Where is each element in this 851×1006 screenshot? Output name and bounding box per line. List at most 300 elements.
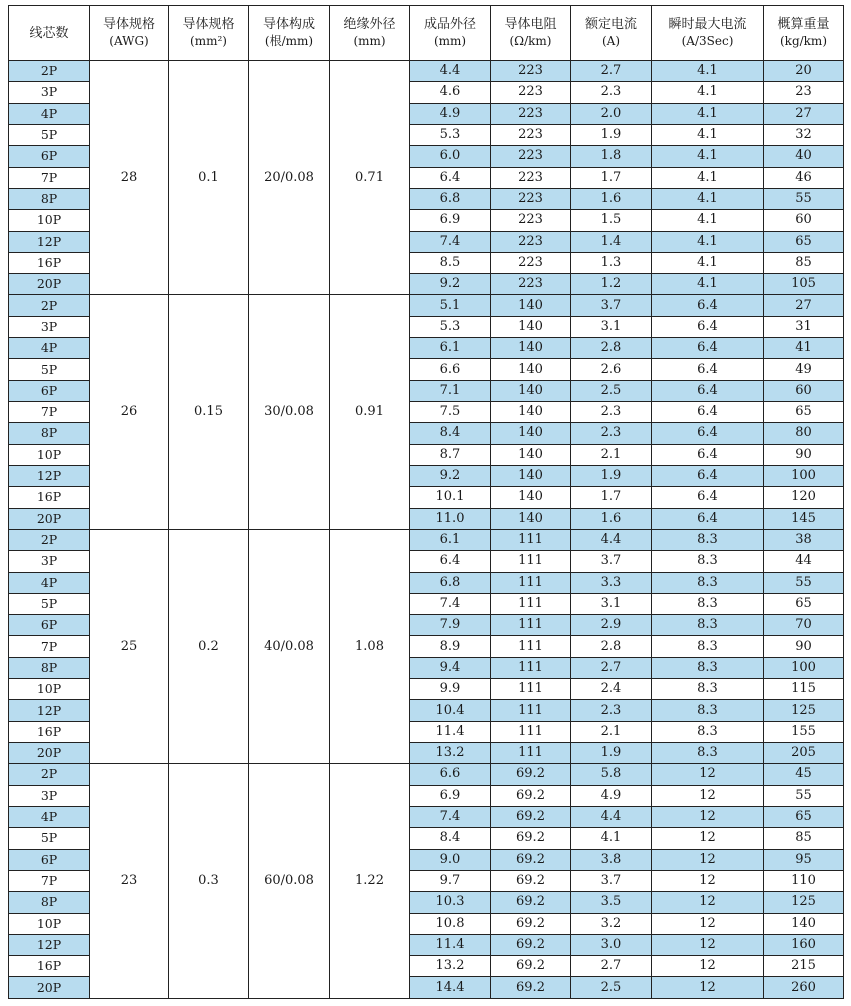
header-outer-diameter-title: 成品外径 xyxy=(423,17,476,32)
rated-current-cell: 3.5 xyxy=(571,892,652,913)
resistance-cell: 111 xyxy=(491,636,571,657)
header-mm2-title: 导体规格 xyxy=(182,17,235,32)
resistance-cell: 140 xyxy=(491,444,571,465)
header-peak-current-title: 瞬时最大电流 xyxy=(668,17,747,32)
peak-current-cell: 12 xyxy=(652,849,764,870)
outer-diameter-cell: 6.8 xyxy=(410,572,491,593)
header-resistance-title: 导体电阻 xyxy=(504,17,557,32)
peak-current-cell: 6.4 xyxy=(652,487,764,508)
header-peak-current-unit: (A/3Sec) xyxy=(681,34,734,48)
rated-current-cell: 1.4 xyxy=(571,231,652,252)
resistance-cell: 69.2 xyxy=(491,870,571,891)
peak-current-cell: 6.4 xyxy=(652,338,764,359)
weight-cell: 55 xyxy=(764,785,844,806)
rated-current-cell: 2.5 xyxy=(571,977,652,999)
weight-cell: 20 xyxy=(764,61,844,82)
header-mm2 xyxy=(169,6,249,61)
outer-diameter-cell: 4.6 xyxy=(410,82,491,103)
cores-cell: 12P xyxy=(9,700,90,721)
construction-cell: 40/0.08 xyxy=(249,529,330,763)
peak-current-cell: 12 xyxy=(652,764,764,785)
weight-cell: 80 xyxy=(764,423,844,444)
outer-diameter-cell: 7.5 xyxy=(410,402,491,423)
header-insulation-unit: (mm) xyxy=(353,34,386,48)
resistance-cell: 69.2 xyxy=(491,849,571,870)
weight-cell: 90 xyxy=(764,444,844,465)
peak-current-cell: 4.1 xyxy=(652,274,764,295)
cores-cell: 8P xyxy=(9,423,90,444)
weight-cell: 105 xyxy=(764,274,844,295)
construction-cell: 60/0.08 xyxy=(249,764,330,999)
cores-cell: 7P xyxy=(9,402,90,423)
peak-current-cell: 8.3 xyxy=(652,700,764,721)
resistance-cell: 140 xyxy=(491,380,571,401)
outer-diameter-cell: 4.4 xyxy=(410,61,491,82)
weight-cell: 100 xyxy=(764,465,844,486)
outer-diameter-cell: 11.0 xyxy=(410,508,491,529)
rated-current-cell: 1.5 xyxy=(571,210,652,231)
resistance-cell: 140 xyxy=(491,465,571,486)
outer-diameter-cell: 5.3 xyxy=(410,316,491,337)
cores-cell: 20P xyxy=(9,977,90,999)
rated-current-cell: 1.9 xyxy=(571,743,652,764)
peak-current-cell: 8.3 xyxy=(652,572,764,593)
mm2-cell: 0.15 xyxy=(169,295,249,529)
resistance-cell: 140 xyxy=(491,359,571,380)
resistance-cell: 140 xyxy=(491,316,571,337)
peak-current-cell: 8.3 xyxy=(652,743,764,764)
awg-cell: 28 xyxy=(90,61,169,295)
table-row xyxy=(9,764,844,785)
construction-cell: 30/0.08 xyxy=(249,295,330,529)
rated-current-cell: 3.2 xyxy=(571,913,652,934)
outer-diameter-cell: 10.1 xyxy=(410,487,491,508)
rated-current-cell: 1.2 xyxy=(571,274,652,295)
weight-cell: 215 xyxy=(764,956,844,977)
outer-diameter-cell: 10.3 xyxy=(410,892,491,913)
resistance-cell: 111 xyxy=(491,551,571,572)
cores-cell: 20P xyxy=(9,274,90,295)
outer-diameter-cell: 9.0 xyxy=(410,849,491,870)
resistance-cell: 111 xyxy=(491,529,571,550)
peak-current-cell: 6.4 xyxy=(652,380,764,401)
peak-current-cell: 6.4 xyxy=(652,444,764,465)
table-body xyxy=(9,61,844,999)
outer-diameter-cell: 14.4 xyxy=(410,977,491,999)
outer-diameter-cell: 11.4 xyxy=(410,721,491,742)
rated-current-cell: 1.9 xyxy=(571,124,652,145)
resistance-cell: 111 xyxy=(491,700,571,721)
rated-current-cell: 2.1 xyxy=(571,721,652,742)
awg-cell: 26 xyxy=(90,295,169,529)
header-construction-title: 导体构成 xyxy=(262,17,315,32)
table-row xyxy=(9,61,844,82)
rated-current-cell: 2.6 xyxy=(571,359,652,380)
resistance-cell: 69.2 xyxy=(491,785,571,806)
cores-cell: 3P xyxy=(9,316,90,337)
resistance-cell: 69.2 xyxy=(491,913,571,934)
outer-diameter-cell: 10.8 xyxy=(410,913,491,934)
outer-diameter-cell: 7.9 xyxy=(410,615,491,636)
weight-cell: 32 xyxy=(764,124,844,145)
outer-diameter-cell: 6.1 xyxy=(410,338,491,359)
rated-current-cell: 3.0 xyxy=(571,934,652,955)
cores-cell: 2P xyxy=(9,61,90,82)
resistance-cell: 69.2 xyxy=(491,806,571,827)
peak-current-cell: 12 xyxy=(652,828,764,849)
header-rated-current-title: 额定电流 xyxy=(584,17,637,32)
weight-cell: 85 xyxy=(764,252,844,273)
outer-diameter-cell: 6.1 xyxy=(410,529,491,550)
peak-current-cell: 4.1 xyxy=(652,146,764,167)
resistance-cell: 140 xyxy=(491,338,571,359)
weight-cell: 115 xyxy=(764,679,844,700)
resistance-cell: 140 xyxy=(491,295,571,316)
peak-current-cell: 8.3 xyxy=(652,657,764,678)
resistance-cell: 223 xyxy=(491,124,571,145)
rated-current-cell: 1.7 xyxy=(571,167,652,188)
rated-current-cell: 2.3 xyxy=(571,700,652,721)
header-weight xyxy=(764,6,844,61)
rated-current-cell: 2.3 xyxy=(571,82,652,103)
outer-diameter-cell: 6.9 xyxy=(410,210,491,231)
cores-cell: 10P xyxy=(9,210,90,231)
rated-current-cell: 2.7 xyxy=(571,657,652,678)
peak-current-cell: 6.4 xyxy=(652,508,764,529)
cores-cell: 2P xyxy=(9,764,90,785)
cores-cell: 6P xyxy=(9,615,90,636)
resistance-cell: 111 xyxy=(491,721,571,742)
resistance-cell: 111 xyxy=(491,615,571,636)
peak-current-cell: 8.3 xyxy=(652,679,764,700)
cores-cell: 16P xyxy=(9,721,90,742)
weight-cell: 65 xyxy=(764,806,844,827)
construction-cell: 20/0.08 xyxy=(249,61,330,295)
cores-cell: 12P xyxy=(9,231,90,252)
outer-diameter-cell: 10.4 xyxy=(410,700,491,721)
cores-cell: 4P xyxy=(9,338,90,359)
awg-cell: 23 xyxy=(90,764,169,999)
rated-current-cell: 3.7 xyxy=(571,551,652,572)
cores-cell: 3P xyxy=(9,551,90,572)
peak-current-cell: 8.3 xyxy=(652,529,764,550)
peak-current-cell: 12 xyxy=(652,870,764,891)
header-cores-title: 线芯数 xyxy=(29,25,69,41)
cores-cell: 5P xyxy=(9,124,90,145)
weight-cell: 65 xyxy=(764,402,844,423)
weight-cell: 23 xyxy=(764,82,844,103)
rated-current-cell: 3.1 xyxy=(571,316,652,337)
cores-cell: 4P xyxy=(9,572,90,593)
peak-current-cell: 6.4 xyxy=(652,295,764,316)
resistance-cell: 223 xyxy=(491,210,571,231)
weight-cell: 155 xyxy=(764,721,844,742)
outer-diameter-cell: 7.1 xyxy=(410,380,491,401)
cores-cell: 12P xyxy=(9,465,90,486)
outer-diameter-cell: 7.4 xyxy=(410,593,491,614)
header-resistance xyxy=(491,6,571,61)
weight-cell: 46 xyxy=(764,167,844,188)
weight-cell: 27 xyxy=(764,103,844,124)
rated-current-cell: 4.1 xyxy=(571,828,652,849)
weight-cell: 38 xyxy=(764,529,844,550)
weight-cell: 27 xyxy=(764,295,844,316)
weight-cell: 160 xyxy=(764,934,844,955)
rated-current-cell: 1.8 xyxy=(571,146,652,167)
header-awg xyxy=(90,6,169,61)
weight-cell: 55 xyxy=(764,188,844,209)
rated-current-cell: 2.9 xyxy=(571,615,652,636)
peak-current-cell: 12 xyxy=(652,956,764,977)
resistance-cell: 223 xyxy=(491,274,571,295)
rated-current-cell: 1.3 xyxy=(571,252,652,273)
insulation-cell: 1.22 xyxy=(330,764,410,999)
header-rated-current xyxy=(571,6,652,61)
peak-current-cell: 6.4 xyxy=(652,359,764,380)
mm2-cell: 0.2 xyxy=(169,529,249,763)
rated-current-cell: 5.8 xyxy=(571,764,652,785)
cores-cell: 16P xyxy=(9,487,90,508)
outer-diameter-cell: 6.9 xyxy=(410,785,491,806)
header-outer-diameter-unit: (mm) xyxy=(433,34,467,48)
header-construction xyxy=(249,6,330,61)
outer-diameter-cell: 13.2 xyxy=(410,956,491,977)
header-awg-unit: (AWG) xyxy=(109,34,149,48)
header-insulation xyxy=(330,6,410,61)
resistance-cell: 140 xyxy=(491,402,571,423)
weight-cell: 41 xyxy=(764,338,844,359)
rated-current-cell: 2.7 xyxy=(571,956,652,977)
weight-cell: 31 xyxy=(764,316,844,337)
peak-current-cell: 8.3 xyxy=(652,593,764,614)
resistance-cell: 223 xyxy=(491,103,571,124)
resistance-cell: 69.2 xyxy=(491,892,571,913)
mm2-cell: 0.3 xyxy=(169,764,249,999)
rated-current-cell: 3.7 xyxy=(571,295,652,316)
weight-cell: 85 xyxy=(764,828,844,849)
resistance-cell: 140 xyxy=(491,423,571,444)
peak-current-cell: 4.1 xyxy=(652,188,764,209)
cores-cell: 4P xyxy=(9,806,90,827)
outer-diameter-cell: 7.4 xyxy=(410,806,491,827)
cores-cell: 20P xyxy=(9,743,90,764)
rated-current-cell: 3.8 xyxy=(571,849,652,870)
rated-current-cell: 2.1 xyxy=(571,444,652,465)
weight-cell: 60 xyxy=(764,380,844,401)
weight-cell: 55 xyxy=(764,572,844,593)
peak-current-cell: 4.1 xyxy=(652,61,764,82)
cores-cell: 7P xyxy=(9,636,90,657)
peak-current-cell: 12 xyxy=(652,977,764,999)
outer-diameter-cell: 8.7 xyxy=(410,444,491,465)
weight-cell: 49 xyxy=(764,359,844,380)
outer-diameter-cell: 5.3 xyxy=(410,124,491,145)
peak-current-cell: 12 xyxy=(652,785,764,806)
cores-cell: 5P xyxy=(9,828,90,849)
weight-cell: 100 xyxy=(764,657,844,678)
peak-current-cell: 6.4 xyxy=(652,423,764,444)
outer-diameter-cell: 8.4 xyxy=(410,423,491,444)
cores-cell: 6P xyxy=(9,849,90,870)
peak-current-cell: 4.1 xyxy=(652,252,764,273)
table-row xyxy=(9,529,844,550)
resistance-cell: 223 xyxy=(491,167,571,188)
cores-cell: 8P xyxy=(9,188,90,209)
rated-current-cell: 2.3 xyxy=(571,423,652,444)
outer-diameter-cell: 6.0 xyxy=(410,146,491,167)
header-peak-current xyxy=(652,6,764,61)
resistance-cell: 69.2 xyxy=(491,764,571,785)
cores-cell: 2P xyxy=(9,529,90,550)
rated-current-cell: 2.8 xyxy=(571,636,652,657)
resistance-cell: 111 xyxy=(491,572,571,593)
rated-current-cell: 1.6 xyxy=(571,188,652,209)
peak-current-cell: 4.1 xyxy=(652,210,764,231)
cores-cell: 16P xyxy=(9,956,90,977)
resistance-cell: 69.2 xyxy=(491,956,571,977)
resistance-cell: 69.2 xyxy=(491,828,571,849)
weight-cell: 120 xyxy=(764,487,844,508)
weight-cell: 110 xyxy=(764,870,844,891)
cores-cell: 20P xyxy=(9,508,90,529)
outer-diameter-cell: 9.7 xyxy=(410,870,491,891)
rated-current-cell: 1.7 xyxy=(571,487,652,508)
awg-cell: 25 xyxy=(90,529,169,763)
header-outer-diameter xyxy=(410,6,491,61)
cores-cell: 10P xyxy=(9,679,90,700)
weight-cell: 70 xyxy=(764,615,844,636)
weight-cell: 44 xyxy=(764,551,844,572)
resistance-cell: 223 xyxy=(491,61,571,82)
peak-current-cell: 8.3 xyxy=(652,721,764,742)
cores-cell: 12P xyxy=(9,934,90,955)
insulation-cell: 0.91 xyxy=(330,295,410,529)
resistance-cell: 223 xyxy=(491,146,571,167)
rated-current-cell: 4.4 xyxy=(571,529,652,550)
peak-current-cell: 4.1 xyxy=(652,82,764,103)
resistance-cell: 69.2 xyxy=(491,934,571,955)
header-weight-unit: (kg/km) xyxy=(779,34,827,48)
cores-cell: 10P xyxy=(9,444,90,465)
peak-current-cell: 12 xyxy=(652,892,764,913)
table-row xyxy=(9,295,844,316)
weight-cell: 260 xyxy=(764,977,844,999)
peak-current-cell: 4.1 xyxy=(652,124,764,145)
insulation-cell: 1.08 xyxy=(330,529,410,763)
weight-cell: 140 xyxy=(764,913,844,934)
peak-current-cell: 6.4 xyxy=(652,402,764,423)
rated-current-cell: 4.4 xyxy=(571,806,652,827)
rated-current-cell: 3.3 xyxy=(571,572,652,593)
weight-cell: 205 xyxy=(764,743,844,764)
weight-cell: 65 xyxy=(764,593,844,614)
outer-diameter-cell: 4.9 xyxy=(410,103,491,124)
outer-diameter-cell: 9.4 xyxy=(410,657,491,678)
outer-diameter-cell: 6.4 xyxy=(410,551,491,572)
peak-current-cell: 12 xyxy=(652,913,764,934)
resistance-cell: 223 xyxy=(491,82,571,103)
outer-diameter-cell: 11.4 xyxy=(410,934,491,955)
outer-diameter-cell: 13.2 xyxy=(410,743,491,764)
outer-diameter-cell: 8.5 xyxy=(410,252,491,273)
header-cores xyxy=(9,6,90,61)
cores-cell: 5P xyxy=(9,593,90,614)
weight-cell: 60 xyxy=(764,210,844,231)
rated-current-cell: 3.1 xyxy=(571,593,652,614)
rated-current-cell: 1.6 xyxy=(571,508,652,529)
resistance-cell: 111 xyxy=(491,743,571,764)
cores-cell: 8P xyxy=(9,892,90,913)
outer-diameter-cell: 9.2 xyxy=(410,274,491,295)
rated-current-cell: 4.9 xyxy=(571,785,652,806)
resistance-cell: 140 xyxy=(491,508,571,529)
cable-spec-table xyxy=(8,5,844,999)
cores-cell: 3P xyxy=(9,785,90,806)
cores-cell: 6P xyxy=(9,380,90,401)
cores-cell: 8P xyxy=(9,657,90,678)
header-resistance-unit: (Ω/km) xyxy=(509,34,552,48)
peak-current-cell: 12 xyxy=(652,806,764,827)
outer-diameter-cell: 8.9 xyxy=(410,636,491,657)
outer-diameter-cell: 8.4 xyxy=(410,828,491,849)
outer-diameter-cell: 6.6 xyxy=(410,359,491,380)
peak-current-cell: 8.3 xyxy=(652,551,764,572)
insulation-cell: 0.71 xyxy=(330,61,410,295)
header-weight-title: 概算重量 xyxy=(777,17,830,32)
cores-cell: 7P xyxy=(9,167,90,188)
weight-cell: 125 xyxy=(764,700,844,721)
header-awg-title: 导体规格 xyxy=(102,17,155,32)
outer-diameter-cell: 9.9 xyxy=(410,679,491,700)
peak-current-cell: 6.4 xyxy=(652,465,764,486)
header-rated-current-unit: (A) xyxy=(601,34,621,48)
peak-current-cell: 12 xyxy=(652,934,764,955)
header-insulation-title: 绝缘外径 xyxy=(343,17,396,32)
rated-current-cell: 2.8 xyxy=(571,338,652,359)
resistance-cell: 223 xyxy=(491,188,571,209)
cores-cell: 7P xyxy=(9,870,90,891)
peak-current-cell: 8.3 xyxy=(652,615,764,636)
rated-current-cell: 2.0 xyxy=(571,103,652,124)
cores-cell: 6P xyxy=(9,146,90,167)
rated-current-cell: 3.7 xyxy=(571,870,652,891)
rated-current-cell: 1.9 xyxy=(571,465,652,486)
outer-diameter-cell: 9.2 xyxy=(410,465,491,486)
rated-current-cell: 2.7 xyxy=(571,61,652,82)
weight-cell: 90 xyxy=(764,636,844,657)
cores-cell: 16P xyxy=(9,252,90,273)
rated-current-cell: 2.5 xyxy=(571,380,652,401)
weight-cell: 125 xyxy=(764,892,844,913)
weight-cell: 95 xyxy=(764,849,844,870)
cores-cell: 2P xyxy=(9,295,90,316)
rated-current-cell: 2.4 xyxy=(571,679,652,700)
outer-diameter-cell: 5.1 xyxy=(410,295,491,316)
resistance-cell: 111 xyxy=(491,679,571,700)
outer-diameter-cell: 6.4 xyxy=(410,167,491,188)
rated-current-cell: 2.3 xyxy=(571,402,652,423)
peak-current-cell: 4.1 xyxy=(652,167,764,188)
header-mm2-unit: (mm²) xyxy=(190,34,227,48)
resistance-cell: 69.2 xyxy=(491,977,571,999)
resistance-cell: 111 xyxy=(491,657,571,678)
mm2-cell: 0.1 xyxy=(169,61,249,295)
resistance-cell: 111 xyxy=(491,593,571,614)
header-row xyxy=(9,6,844,61)
peak-current-cell: 6.4 xyxy=(652,316,764,337)
weight-cell: 40 xyxy=(764,146,844,167)
resistance-cell: 140 xyxy=(491,487,571,508)
